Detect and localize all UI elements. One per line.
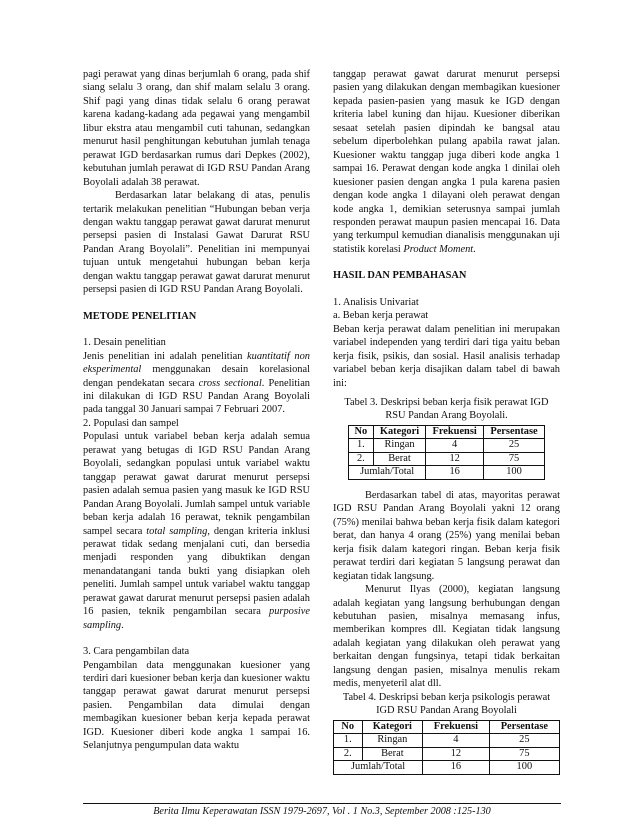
table-cell: Berat: [362, 747, 423, 761]
section-1-text-a: Jenis penelitian ini adalah penelitian: [83, 350, 248, 362]
table-cell: 1.: [334, 734, 363, 748]
table-cell: Jumlah/Total: [349, 466, 426, 480]
results-heading: HASIL DAN PEMBAHASAN: [333, 270, 467, 282]
table-cell: 4: [423, 734, 490, 748]
table-cell: 12: [426, 452, 484, 466]
table-header-cell: No: [334, 720, 363, 734]
table-total-row: [349, 466, 545, 480]
table-header-cell: No: [349, 425, 374, 439]
section-1-italic-a: kuantitatif non eksperimental: [83, 350, 310, 376]
section-1-text-b: menggunakan desain korelasional dengan pendekatan secara: [83, 364, 310, 389]
table-3-caption-line-2: RSU Pandan Arang Boyolali.: [385, 410, 508, 422]
section-1-text: [83, 350, 310, 417]
results-1a-text: Beban kerja perawat dalam penelitian ini merupakan variabel independen yang terdiri dari tiga yaitu beban kerja fisik, psikis, dan sosial. Hasil analisis terhadap variabel beban kerja disajikan dalam tabel di bawah ini:: [333, 323, 560, 389]
table-header-cell: Frekuensi: [426, 425, 484, 439]
table-row: [349, 452, 545, 466]
table-cell: 75: [489, 747, 559, 761]
table-cell: 75: [484, 452, 545, 466]
section-2-text-b: , dengan kriteria inklusi perawat tidak sedang menjalani cuti, dan bersedia menjadi responden yang dibuktikan dengan menandatangani tanda bukti yang disiapkan oleh peneliti. Jumlah sampel untuk variabel waktu tanggap perawat gawat darurat menurut persepsi pasien adalah 16 pasien, teknik pengambilan secara: [83, 525, 310, 618]
left-column: [83, 68, 310, 753]
section-3-text: Pengambilan data menggunakan kuesioner yang terdiri dari kuesioner beban kerja dan kuesioner waktu tanggap perawat gawat darurat menurut persepsi pasien. Pengambilan data dimulai dengan membagikan kuesioner beban kerja kepada perawat IGD. Kuesioner diberi kode angka 1 sampai 16. Selanjutnya pengumpulan data waktu: [83, 659, 310, 752]
continuation-text-a: tanggap perawat gawat darurat menurut persepsi pasien yang dilakukan dengan membagikan kuesioner kepada pasien-pasien yang masuk ke IGD dengan kriteria label kuning dan hijau. Kuesioner diberikan sesaat setelah pasien dipindah ke bangsal atau sebelum diperbolehkan pulang apabila rawat jalan. Kuesioner waktu tanggap juga diberi kode angka 1 sampai 16. Perawat dengan kode angka 1 dinilai oleh kuesioner pasien dengan angka 1 pula karena pasien dengan kode angka 1 dilayani oleh perawat dengan kode angka 1, demikian seterusnya sampai jumlah responden perawat maupun pasien mencapai 16. Data yang terkumpul kemudian dianalisis menggunakan uji statistik korelasi: [333, 69, 560, 255]
table-header-cell: Frekuensi: [423, 720, 490, 734]
table-3-caption: [333, 396, 560, 423]
table-row: [334, 747, 560, 761]
section-3-title: 3. Cara pengambilan data: [83, 646, 190, 658]
method-heading: METODE PENELITIAN: [83, 310, 197, 322]
table-row: [349, 439, 545, 453]
table-header-row: [349, 425, 545, 439]
table-4: [333, 720, 560, 775]
intro-paragraph-2: Berdasarkan latar belakang di atas, penulis tertarik melakukan penelitian “Hubungan beban verja dengan waktu tanggap perawat gawat darurat menurut persepsi pasien di Instalasi Gawat Darurat RSU Pandan Arang Boyolali”. Penelitian ini mempunyai tujuan untuk mengetahui hubungan beban kerja dengan waktu tanggap perawat gawat darurat menurut persepsi pasien di IGD RSU Pandan Arang Boyolali.: [83, 190, 310, 296]
table-cell: 100: [489, 761, 559, 775]
table-cell: 16: [426, 466, 484, 480]
table-cell: 4: [426, 439, 484, 453]
table-total-row: [334, 761, 560, 775]
table-cell: 16: [423, 761, 490, 775]
table-4-caption-line-1: Tabel 4. Deskripsi beban kerja psikologis perawat: [342, 691, 551, 703]
section-1-italic-b: cross sectional: [198, 377, 262, 389]
table-cell: 25: [489, 734, 559, 748]
table-cell: 100: [484, 466, 545, 480]
section-2-text: [83, 430, 310, 632]
section-2-italic-b: purposive sampling: [83, 606, 310, 631]
table-header-cell: Kategori: [362, 720, 423, 734]
section-1-text-c: . Penelitian ini dilakukan di IGD RSU Pandan Arang Boyolali pada tanggal 30 Januari sampai 7 Februari 2007.: [83, 377, 311, 416]
table-cell: 25: [484, 439, 545, 453]
table-row: [334, 734, 560, 748]
results-1a-title: a. Beban kerja perawat: [333, 310, 429, 322]
table-header-row: [334, 720, 560, 734]
table-header-cell: Persentase: [489, 720, 559, 734]
method-continuation: [333, 68, 560, 256]
after-table-3-paragraph-2: Menurut Ilyas (2000), kegiatan langsung adalah kegiatan yang langsung berhubungan dengan kebutuhan pasien, misalnya memasang infus, memberikan kompres dll. Kegiatan tidak langsung adalah kegiatan yang dilakukan oleh perawat yang berkaitan dengan fungsinya, tetapi tidak berkaitan langsung dengan pasien, misalnya menulis rekam medis, menyeteril alat dll.: [333, 584, 560, 690]
continuation-italic: Product Moment: [403, 243, 474, 255]
section-2-text-a: Populasi untuk variabel beban kerja adalah semua perawat yang betugas di IGD RSU Pandan Arang Boyolali, sedangkan populasi untuk variabel waktu tanggap perawat gawat darurat menurut persepsi pasien adalah semua pasien yang masuk ke IGD RSU Pandan Arang Boyolali. Jumlah sampel untuk variable beban kerja adalah 16 perawat, teknik pengambilan sampel secara: [83, 431, 310, 537]
section-2-text-c: .: [121, 619, 124, 631]
continuation-text-b: .: [473, 243, 476, 255]
table-4-caption-line-2: IGD RSU Pandan Arang Boyolali: [376, 705, 517, 717]
table-header-cell: Kategori: [373, 425, 426, 439]
table-cell: 1.: [349, 439, 374, 453]
footer-divider: [83, 803, 561, 804]
table-4-caption: [333, 691, 560, 718]
intro-paragraph-1: pagi perawat yang dinas berjumlah 6 orang, pada shif siang selalu 3 orang, dan shif malam selalu 3 orang. Shif pagi yang dinas tidak selalu 6 orang perawat karena kadang-kadang ada pegawai yang mengambil libur ekstra atau mengambil cuti tahunan, sedangkan menurut hasil penghitungan kebutuhan jumlah tenaga perawat IGD berdasarkan rumus dari Depkes (2002), kebutuhan jumlah perawat di IGD RSU Pandan Arang Boyolali adalah 38 perawat.: [83, 69, 310, 188]
table-cell: Jumlah/Total: [334, 761, 423, 775]
table-cell: 2.: [349, 452, 374, 466]
table-cell: Ringan: [362, 734, 423, 748]
right-column: [333, 68, 560, 775]
table-cell: 12: [423, 747, 490, 761]
table-header-cell: Persentase: [484, 425, 545, 439]
table-cell: 2.: [334, 747, 363, 761]
section-2-title: 2. Populasi dan sampel: [83, 417, 179, 429]
table-3: [348, 425, 545, 480]
table-cell: Ringan: [373, 439, 426, 453]
after-table-3-paragraph-1: Berdasarkan tabel di atas, mayoritas perawat IGD RSU Pandan Arang Boyolali yakni 12 orang (75%) menilai bahwa beban kerja fisik dalam kategori berat, dan hanya 4 orang (25%) yang menilai beban kerja fisik dalam kategori ringan. Beban kerja fisik perawat terdiri dari kegiatan 5 langsung perawat dan kegiatan tidak langsung.: [333, 489, 560, 582]
table-cell: Berat: [373, 452, 426, 466]
results-1-title: 1. Analisis Univariat: [333, 296, 419, 308]
page-footer: Berita Ilmu Keperawatan ISSN 1979-2697, Vol . 1 No.3, September 2008 :125-130: [153, 806, 491, 817]
section-2-italic-a: total sampling: [146, 525, 208, 537]
section-1-title: 1. Desain penelitian: [83, 337, 166, 349]
table-3-caption-line-1: Tabel 3. Deskripsi beban kerja fisik perawat IGD: [344, 396, 549, 408]
